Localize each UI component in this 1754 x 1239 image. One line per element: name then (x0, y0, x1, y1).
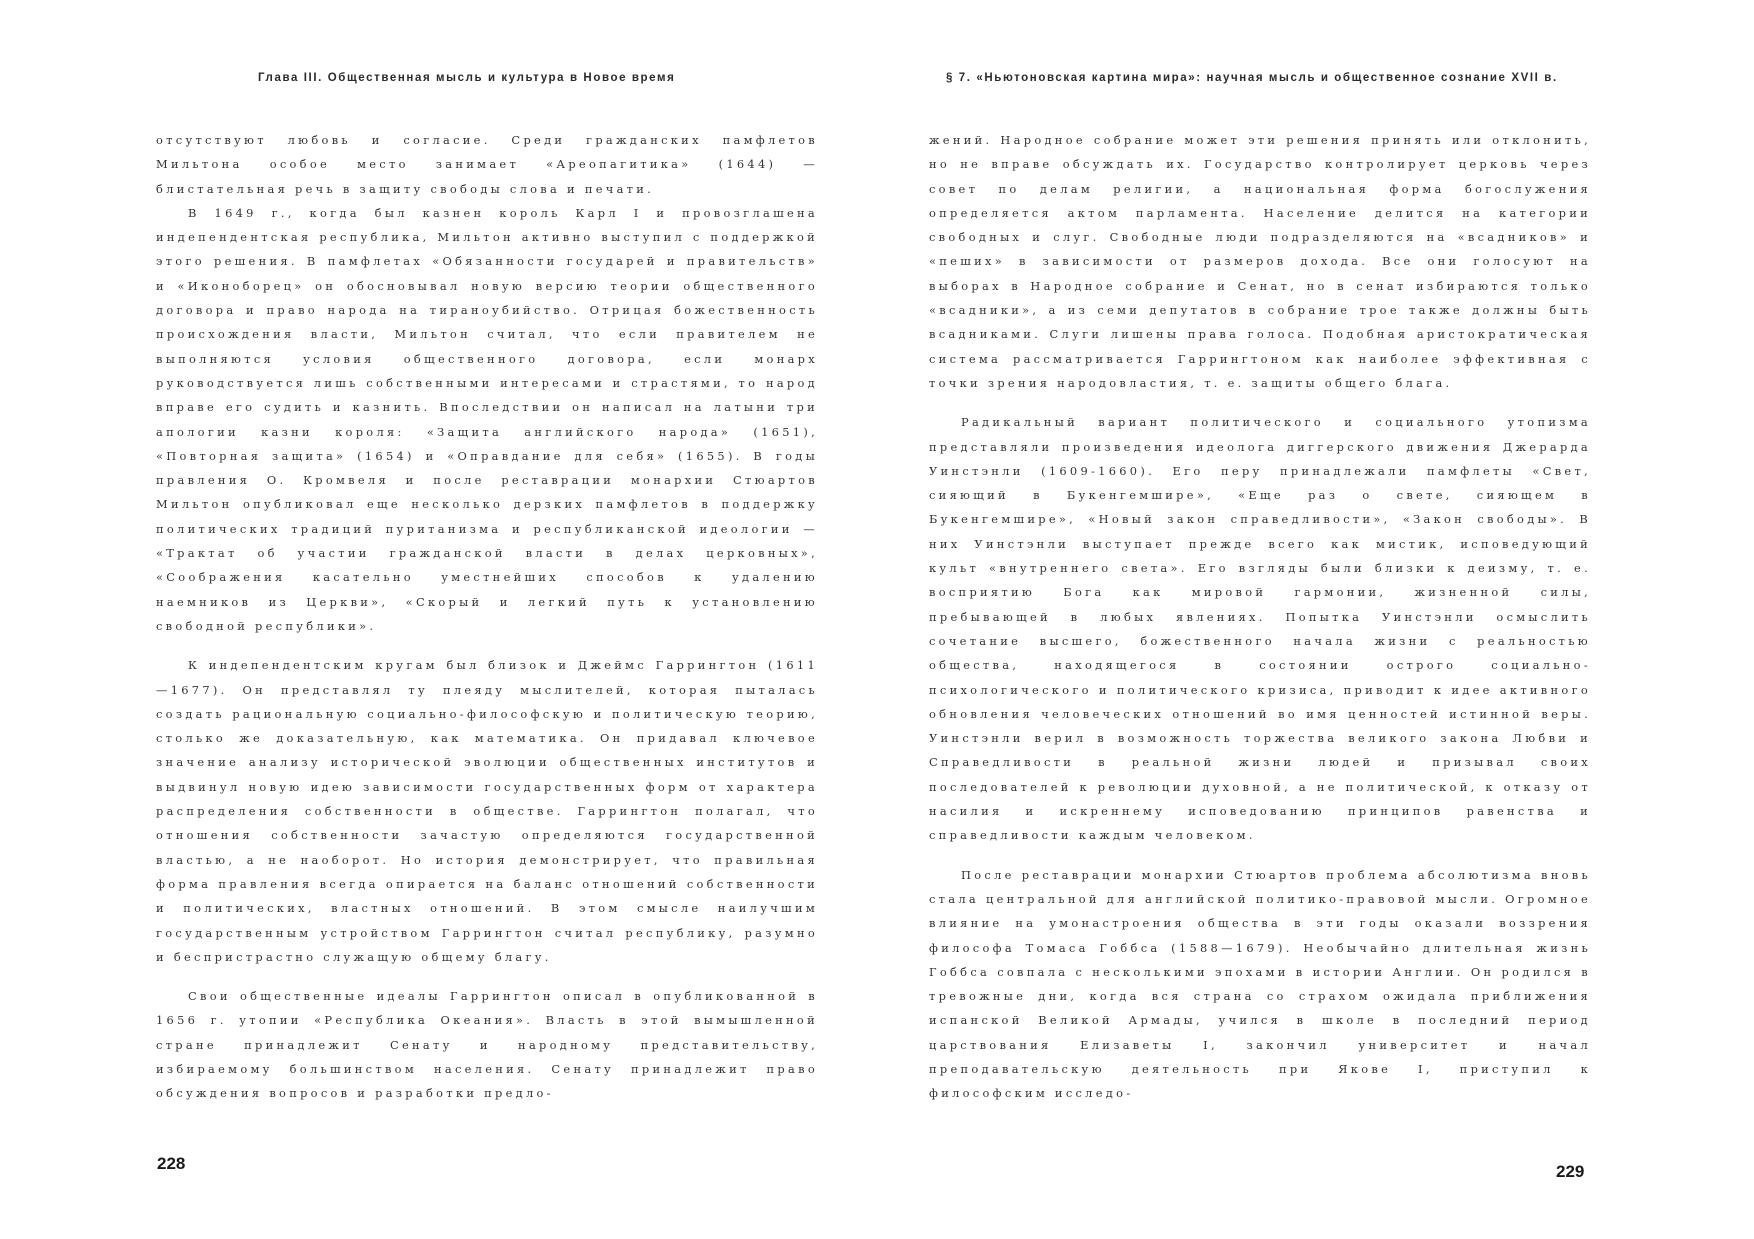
right-page (877, 0, 1754, 1239)
running-head-left: Глава III. Общественная мысль и культура в Новое время (258, 72, 676, 84)
page-number-right: 229 (1556, 1162, 1585, 1181)
paragraph: В 1649 г., когда был казнен король Карл I и провозглашена индепендентская республика, Мильтон активно выступил с поддержкой этого решения. В памфлетах «Обязанности государей и правительств» и «Иконоборец» он обосновывал новую версию теории общественного договора и право народа на тираноубийство. Отрицая божественность происхождения власти, Мильтон считал, что если правителем не выполняются условия общественного договора, если монарх руководствуется лишь собственными интересами и страстями, то народ вправе его судить и казнить. Впоследствии он написал на латыни три апологии казни короля: «Защита английского народа» (1651), «Повторная защита» (1654) и «Оправдание для себя» (1655). В годы правления О. Кромвеля и после реставрации монархии Стюартов Мильтон опубликовал еще несколько дерзких памфлетов в поддержку политических традиций пуританизма и республиканской идеологии — «Трактат об участии гражданской власти в делах церковных», «Соображения касательно уместнейших способов к удалению наемников из Церкви», «Скорый и легкий путь к установлению свободной республики». (156, 205, 818, 633)
right-page-body (929, 128, 1591, 1106)
paragraph: Свои общественные идеалы Гаррингтон описал в опубликованной в 1656 г. утопии «Республика Океания». Власть в этой вымышленной стране принадлежит Сенату и народному представительству, избираемому большинством населения. Сенату принадлежит право обсуждения вопросов и разработки предло- (156, 989, 818, 1101)
paragraph: жений. Народное собрание может эти решения принять или отклонить, но не вправе обсуждать их. Государство контролирует церковь через совет по делам религии, а национальная форма богослужения определяется актом парламента. Население делится на категории свободных и слуг. Свободные люди подразделяются на «всадников» и «пеших» в зависимости от размеров дохода. Все они голосуют на выборах в Народное собрание и Сенат, но в сенат избираются только «всадники», а из семи депутатов в собрание трое также должны быть всадниками. Слуги лишены права голоса. Подобная аристократическая система рассматривается Гаррингтоном как наиболее эффективная с точки зрения народовластия, т. е. защиты общего блага. (929, 133, 1591, 390)
paragraph: К индепендентским кругам был близок и Джеймс Гаррингтон (1611—1677). Он представлял ту плеяду мыслителей, которая пыталась создать рациональную социально-философскую и политическую теорию, столько же доказательную, как математика. Он придавал ключевое значение анализу исторической эволюции общественных институтов и выдвинул новую идею зависимости государственных форм от характера распределения собственности в обществе. Гаррингтон полагал, что отношения собственности зачастую определяются государственной властью, а не наоборот. Но история демонстрирует, что правильная форма правления всегда опирается на баланс отношений собственности и политических, властных отношений. В этом смысле наилучшим государственным устройством Гаррингтон считал республику, разумно и беспристрастно служащую общему благу. (156, 658, 818, 964)
left-page-body (156, 128, 818, 1106)
running-head-right: § 7. «Ньютоновская картина мира»: научная мысль и общественное сознание XVII в. (946, 72, 1558, 84)
paragraph: После реставрации монархии Стюартов проблема абсолютизма вновь стала центральной для английской политико-правовой мысли. Огромное влияние на умонастроения общества в эти годы оказали воззрения философа Томаса Гоббса (1588—1679). Необычайно длительная жизнь Гоббса совпала с несколькими эпохами в истории Англии. Он родился в тревожные дни, когда вся страна со страхом ожидала приближения испанской Великой Армады, учился в школе в последний период царствования Елизаветы I, закончил университет и начал преподавательскую деятельность при Якове I, приступил к философским исследо- (929, 867, 1591, 1101)
paragraph: отсутствуют любовь и согласие. Среди гражданских памфлетов Мильтона особое место занимает «Ареопагитика» (1644) — блистательная речь в защиту свободы слова и печати. (156, 133, 818, 196)
page-number-left: 228 (157, 1154, 186, 1173)
paragraph: Радикальный вариант политического и социального утопизма представляли произведения идеолога диггерского движения Джерарда Уинстэнли (1609-1660). Его перу принадлежали памфлеты «Свет, сияющий в Букенгемшире», «Еще раз о свете, сияющем в Букенгемшире», «Новый закон справедливости», «Закон свободы». В них Уинстэнли выступает прежде всего как мистик, исповедующий культ «внутреннего света». Его взгляды были близки к деизму, т. е. восприятию Бога как мировой гармонии, жизненной силы, пребывающей в любых явлениях. Попытка Уинстэнли осмыслить сочетание высшего, божественного начала жизни с реальностью общества, находящегося в состоянии острого социально-психологического и политического кризиса, приводит к идее активного обновления человеческих отношений во имя ценностей истинной веры. Уинстэнли верил в возможность торжества великого закона Любви и Справедливости в реальной жизни людей и призывал своих последователей к революции духовной, а не политической, к отказу от насилия и искреннему исповедованию принципов равенства и справедливости каждым человеком. (929, 415, 1591, 843)
